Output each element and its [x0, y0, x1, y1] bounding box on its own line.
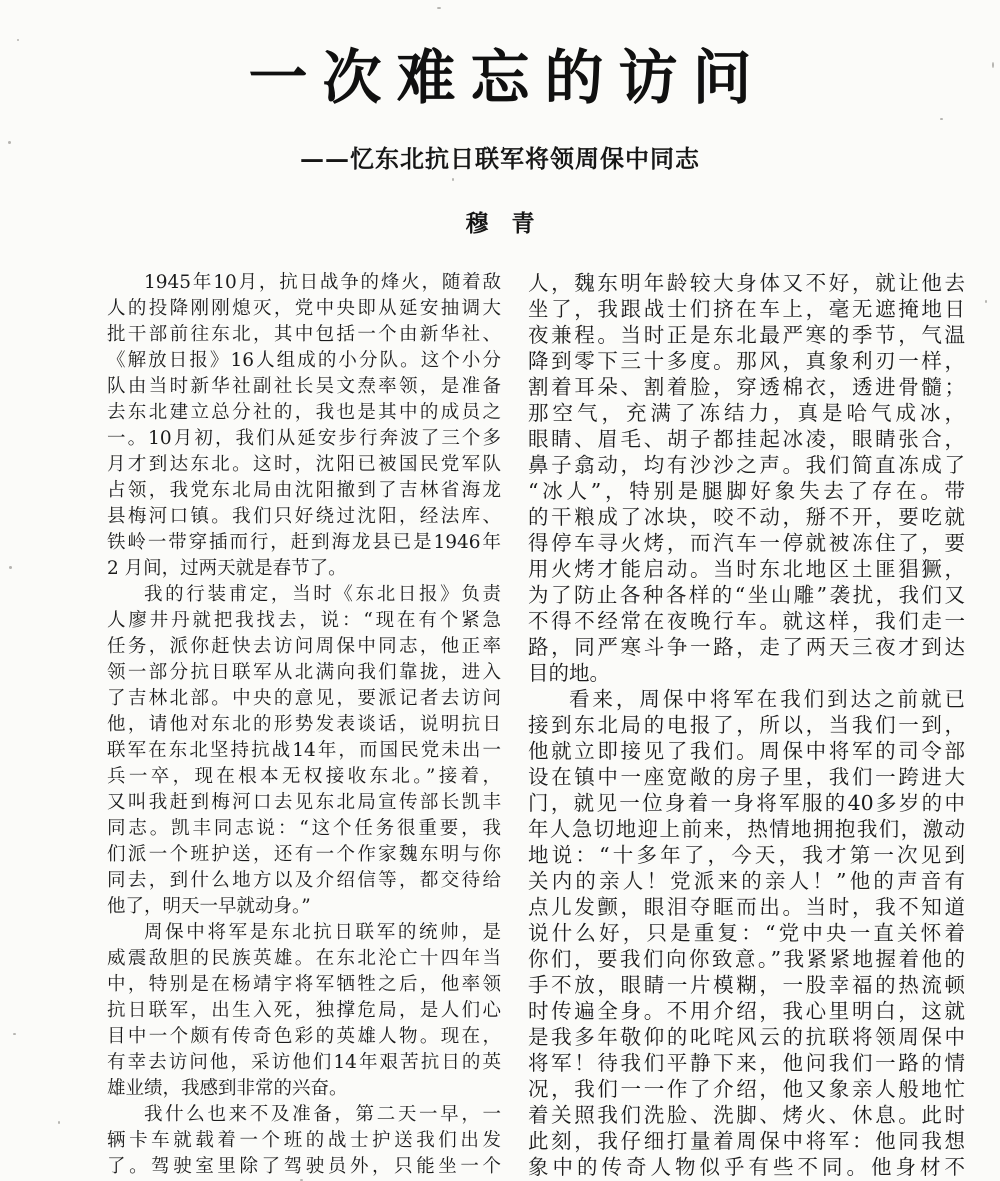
text-line: 将军！待我们平静下来，他问我们一路的情: [528, 1051, 965, 1075]
text-line: 联军在东北坚持抗战14年，而国民党未出一: [107, 740, 501, 761]
text-line: 领一部分抗日联军从北满向我们靠拢，进入: [107, 662, 501, 683]
text-line: 点儿发颤，眼泪夺眶而出。当时，我不知道: [528, 895, 965, 919]
text-line: 中，特别是在杨靖宇将军牺牲之后，他率领: [107, 974, 501, 995]
text-line: 眼睛、眉毛、胡子都挂起冰凌，眼睛张合，: [528, 427, 965, 451]
text-line: 象中的传奇人物似乎有些不同。他身材不: [528, 1155, 965, 1179]
text-line: 那空气，充满了冻结力，真是哈气成冰，: [528, 401, 965, 425]
text-line: 得停车寻火烤，而汽车一停就被冻住了，要: [528, 531, 965, 555]
text-line: 我的行装甫定，当时《东北日报》负责: [144, 584, 501, 605]
article-subtitle: ——忆东北抗日联军将领周保中同志: [300, 144, 700, 173]
text-line: 的干粮成了冰块，咬不动，掰不开，要吃就: [528, 505, 965, 529]
text-line: 目中一个颇有传奇色彩的英雄人物。现在，: [107, 1026, 501, 1047]
text-line: 我什么也来不及准备，第二天一早，一: [144, 1104, 501, 1125]
text-line: 设在镇中一座宽敞的房子里，我们一跨进大: [528, 765, 965, 789]
text-line: 鼻子翕动，均有沙沙之声。我们简直冻成了: [528, 453, 965, 477]
text-line: 他，请他对东北的形势发表谈话，说明抗日: [107, 714, 501, 735]
text-line: 他了，明天一早就动身。”: [107, 896, 311, 917]
text-line: 兵一卒，现在根本无权接收东北。”接着，: [107, 766, 501, 787]
text-line: 是我多年敬仰的叱咤风云的抗联将领周保中: [528, 1025, 965, 1049]
text-line: 威震敌胆的民族英雄。在东北沦亡十四年当: [107, 948, 501, 969]
text-line: 说什么好，只是重复：“党中央一直关怀着: [528, 921, 965, 945]
text-line: 此刻，我仔细打量着周保中将军：他同我想: [528, 1129, 965, 1153]
text-line: 着关照我们洗脸、洗脚、烤火、休息。此时: [528, 1103, 965, 1127]
text-line: “冰人”，特别是腿脚好象失去了存在。带: [528, 479, 965, 503]
text-line: 夜兼程。当时正是东北最严寒的季节，气温: [528, 323, 965, 347]
text-line: 手不放，眼睛一片模糊，一股幸福的热流顿: [528, 973, 965, 997]
text-line: 占领，我党东北局由沈阳撤到了吉林省海龙: [107, 480, 501, 501]
text-line: 门，就见一位身着一身将军服的40多岁的中: [528, 791, 965, 815]
text-line: 月才到达东北。这时，沈阳已被国民党军队: [107, 454, 501, 475]
text-line: 了。驾驶室里除了驾驶员外，只能坐一个: [107, 1156, 501, 1177]
text-line: 辆卡车就载着一个班的战士护送我们出发: [107, 1130, 501, 1151]
text-line: 他就立即接见了我们。周保中将军的司令部: [528, 739, 965, 763]
text-line: 接到东北局的电报了，所以，当我们一到，: [528, 713, 965, 737]
text-line: 《解放日报》16人组成的小分队。这个小分: [107, 350, 501, 371]
text-line: 人廖井丹就把我找去，说：“现在有个紧急: [107, 610, 501, 631]
text-line: 降到零下三十多度。那风，真象利刃一样，: [528, 349, 965, 373]
text-column-right: [528, 270, 965, 1180]
text-line: 不得不经常在夜晚行车。就这样，我们走一: [528, 609, 965, 633]
text-line: 去东北建立总分社的，我也是其中的成员之: [107, 402, 501, 423]
text-line: 关内的亲人！党派来的亲人！”他的声音有: [528, 869, 965, 893]
article-title: 一次难忘的访问: [248, 43, 767, 112]
text-line: 抗日联军，出生入死，独撑危局，是人们心: [107, 1000, 501, 1021]
text-line: 批干部前往东北，其中包括一个由新华社、: [107, 324, 501, 345]
text-line: 1945年10月，抗日战争的烽火，随着敌: [144, 272, 501, 293]
text-line: 你们，要我们向你致意。”我紧紧地握着他的: [528, 947, 965, 971]
text-line: 任务，派你赶快去访问周保中同志，他正率: [107, 636, 501, 657]
text-line: 时传遍全身。不用介绍，我心里明白，这就: [528, 999, 965, 1023]
text-line: 人的投降刚刚熄灭，党中央即从延安抽调大: [107, 298, 501, 319]
text-line: 地说：“十多年了，今天，我才第一次见到: [528, 843, 965, 867]
text-line: 路，同严寒斗争一路，走了两天三夜才到达: [528, 635, 965, 659]
text-line: 看来，周保中将军在我们到达之前就已: [569, 687, 965, 711]
text-line: 了吉林北部。中央的意见，要派记者去访问: [107, 688, 501, 709]
text-line: 雄业绩，我感到非常的兴奋。: [107, 1078, 348, 1099]
text-line: 同志。凯丰同志说：“这个任务很重要，我: [107, 818, 501, 839]
text-line: 又叫我赶到梅河口去见东北局宣传部长凯丰: [107, 792, 501, 813]
article-author: 穆 青: [465, 210, 535, 237]
text-line: 割着耳朵、割着脸，穿透棉衣，透进骨髓；: [528, 375, 965, 399]
text-line: 为了防止各种各样的“坐山雕”袭扰，我们又: [528, 583, 965, 607]
text-line: 们派一个班护送，还有一个作家魏东明与你: [107, 844, 501, 865]
text-line: 县梅河口镇。我们只好绕过沈阳，经法库、: [107, 506, 501, 527]
text-line: 2 月间，过两天就是春节了。: [107, 558, 347, 579]
text-line: 一。10月初，我们从延安步行奔波了三个多: [107, 428, 501, 449]
text-line: 铁岭一带穿插而行，赶到海龙县已是1946年: [107, 532, 501, 553]
text-line: 用火烤才能启动。当时东北地区土匪猖獗，: [528, 557, 965, 581]
text-line: 周保中将军是东北抗日联军的统帅，是: [144, 922, 501, 943]
text-line: 人，魏东明年龄较大身体又不好，就让他去: [528, 271, 965, 295]
text-line: 目的地。: [528, 661, 610, 685]
text-line: 坐了，我跟战士们挤在车上，毫无遮掩地日: [528, 297, 965, 321]
text-line: 年人急切地迎上前来，热情地拥抱我们，激动: [528, 817, 965, 841]
text-line: 有幸去访问他，采访他们14年艰苦抗日的英: [107, 1052, 501, 1073]
text-column-left: [107, 270, 501, 1180]
text-line: 同去，到什么地方以及介绍信等，都交待给: [107, 870, 501, 891]
text-line: 况，我们一一作了介绍，他又象亲人般地忙: [528, 1077, 965, 1101]
text-line: 队由当时新华社副社长吴文焘率领，是准备: [107, 376, 501, 397]
